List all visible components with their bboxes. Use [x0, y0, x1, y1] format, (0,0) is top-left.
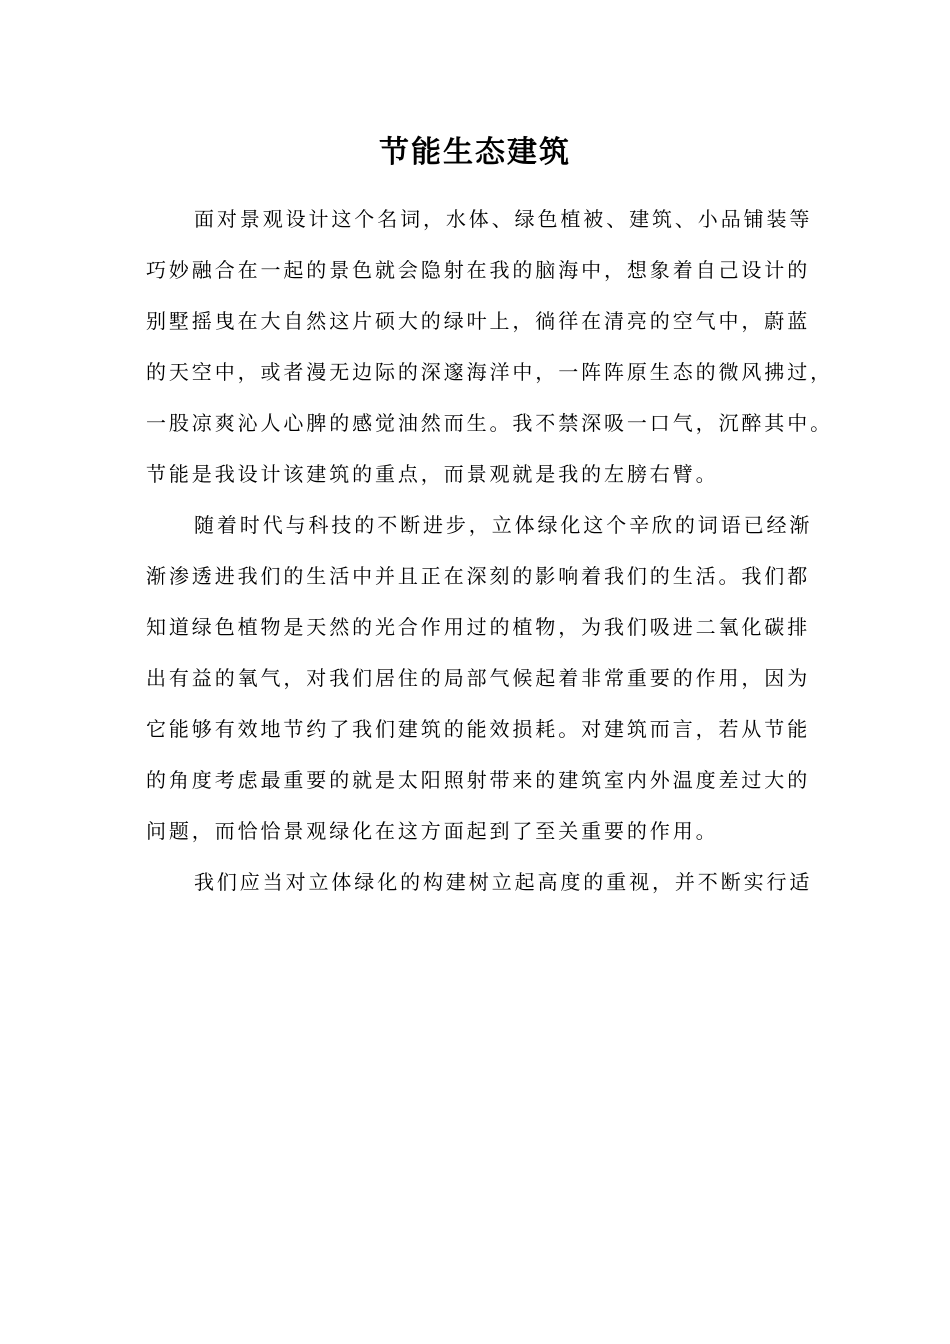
paragraph-1-line-1: 面对景观设计这个名词，水体、绿色植被、建筑、小品铺装等 [194, 207, 813, 231]
paragraph-2-line-6: 的角度考虑最重要的就是太阳照射带来的建筑室内外温度差过大的 [146, 768, 811, 792]
paragraph-2-line-2: 渐渗透进我们的生活中并且正在深刻的影响着我们的生活。我们都 [146, 564, 811, 588]
paragraph-2-line-5: 它能够有效地节约了我们建筑的能效损耗。对建筑而言，若从节能 [146, 717, 811, 741]
paragraph-1-line-2: 巧妙融合在一起的景色就会隐射在我的脑海中，想象着自己设计的 [146, 258, 811, 282]
paragraph-1-line-4: 的天空中，或者漫无边际的深邃海洋中，一阵阵原生态的微风拂过， [146, 360, 833, 384]
paragraph-3-line-1: 我们应当对立体绿化的构建树立起高度的重视，并不断实行适 [194, 870, 813, 894]
paragraph-2-line-7: 问题，而恰恰景观绿化在这方面起到了至关重要的作用。 [146, 819, 719, 843]
paragraph-1-line-5: 一股凉爽沁人心脾的感觉油然而生。我不禁深吸一口气，沉醉其中。 [146, 411, 833, 435]
paragraph-2-line-3: 知道绿色植物是天然的光合作用过的植物，为我们吸进二氧化碳排 [146, 615, 811, 639]
paragraph-2-line-4: 出有益的氧气，对我们居住的局部气候起着非常重要的作用，因为 [146, 666, 811, 690]
document-title: 节能生态建筑 [379, 135, 571, 170]
paragraph-1-line-3: 别墅摇曳在大自然这片硕大的绿叶上，徜徉在清亮的空气中，蔚蓝 [146, 309, 811, 333]
paragraph-1-line-6: 节能是我设计该建筑的重点，而景观就是我的左膀右臂。 [146, 462, 719, 486]
paragraph-2-line-1: 随着时代与科技的不断进步，立体绿化这个辛欣的词语已经渐 [194, 513, 813, 537]
document-body [146, 197, 833, 911]
